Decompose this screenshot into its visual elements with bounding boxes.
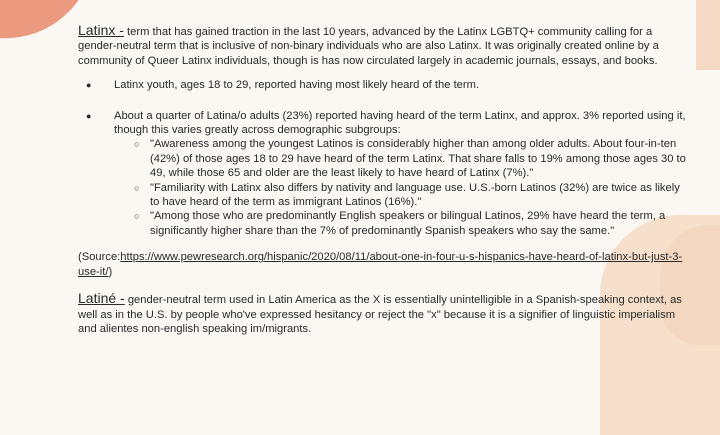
latinx-definition: [78, 23, 688, 68]
latine-definition: [78, 291, 688, 336]
latine-heading: Latiné -: [78, 290, 125, 307]
slide-content: [78, 23, 688, 336]
list-item: [78, 109, 688, 239]
decorative-shape-top-right: [696, 0, 720, 70]
latinx-definition-text: term that has gained traction in the last 10 years, advanced by the Latinx LGBTQ+ community calling for a gender-neutral term that is inclusive of non-binary individuals who are also Latinx. It was originally created online by a community of Queer Latinx individuals, though is has now circulated largely in academic journals, essays, and books.: [78, 26, 659, 67]
bullet-list: [78, 78, 688, 238]
sub-list-item: ○ "Familiarity with Latinx also differs by nativity and language use. U.S.-born Latinos (32%) are twice as likely to have heard of the term as immigrant Latinos (16%).": [114, 181, 688, 210]
sub-list-item: ○ "Awareness among the youngest Latinos is considerably higher than among older adults. About four-in-ten (42%) of those ages 18 to 29 have heard of the term Latinx. That share falls to 19% among those ages 30 to 49, while those 65 and older are the least likely to have heard of Latinx (7%).": [114, 137, 688, 180]
source-link[interactable]: https://www.pewresearch.org/hispanic/2020/08/11/about-one-in-four-u-s-hispanics-have-heard-of-latinx-but-just-3-use-it/: [78, 251, 683, 278]
bullet-text: Latinx youth, ages 18 to 29, reported having most likely heard of the term.: [114, 79, 480, 92]
sub-list-item: ○ "Among those who are predominantly English speakers or bilingual Latinos, 29% have heard the term, a significantly higher share than the 7% of predominantly Spanish speakers who say the same.": [114, 209, 688, 238]
bullet-text: About a quarter of Latina/o adults (23%) reported having heard of the term Latinx, and approx. 3% reported using it, though this varies greatly across demographic subgroups:: [114, 109, 686, 137]
list-item: [78, 78, 688, 92]
source-citation: [78, 250, 688, 279]
latinx-heading: Latinx -: [78, 22, 124, 38]
sub-bullet-list: [114, 137, 688, 238]
source-suffix: ): [108, 265, 113, 278]
source-prefix: (Source:: [78, 251, 121, 264]
latine-definition-text: gender-neutral term used in Latin America as the X is essentially unintelligible in a Spanish-speaking context, as well as in the U.S. by people who've expressed hesitancy or reject the "x" because it is a signifier of linguistic imperialism and alientes non-english speaking im/migrants.: [78, 294, 682, 335]
